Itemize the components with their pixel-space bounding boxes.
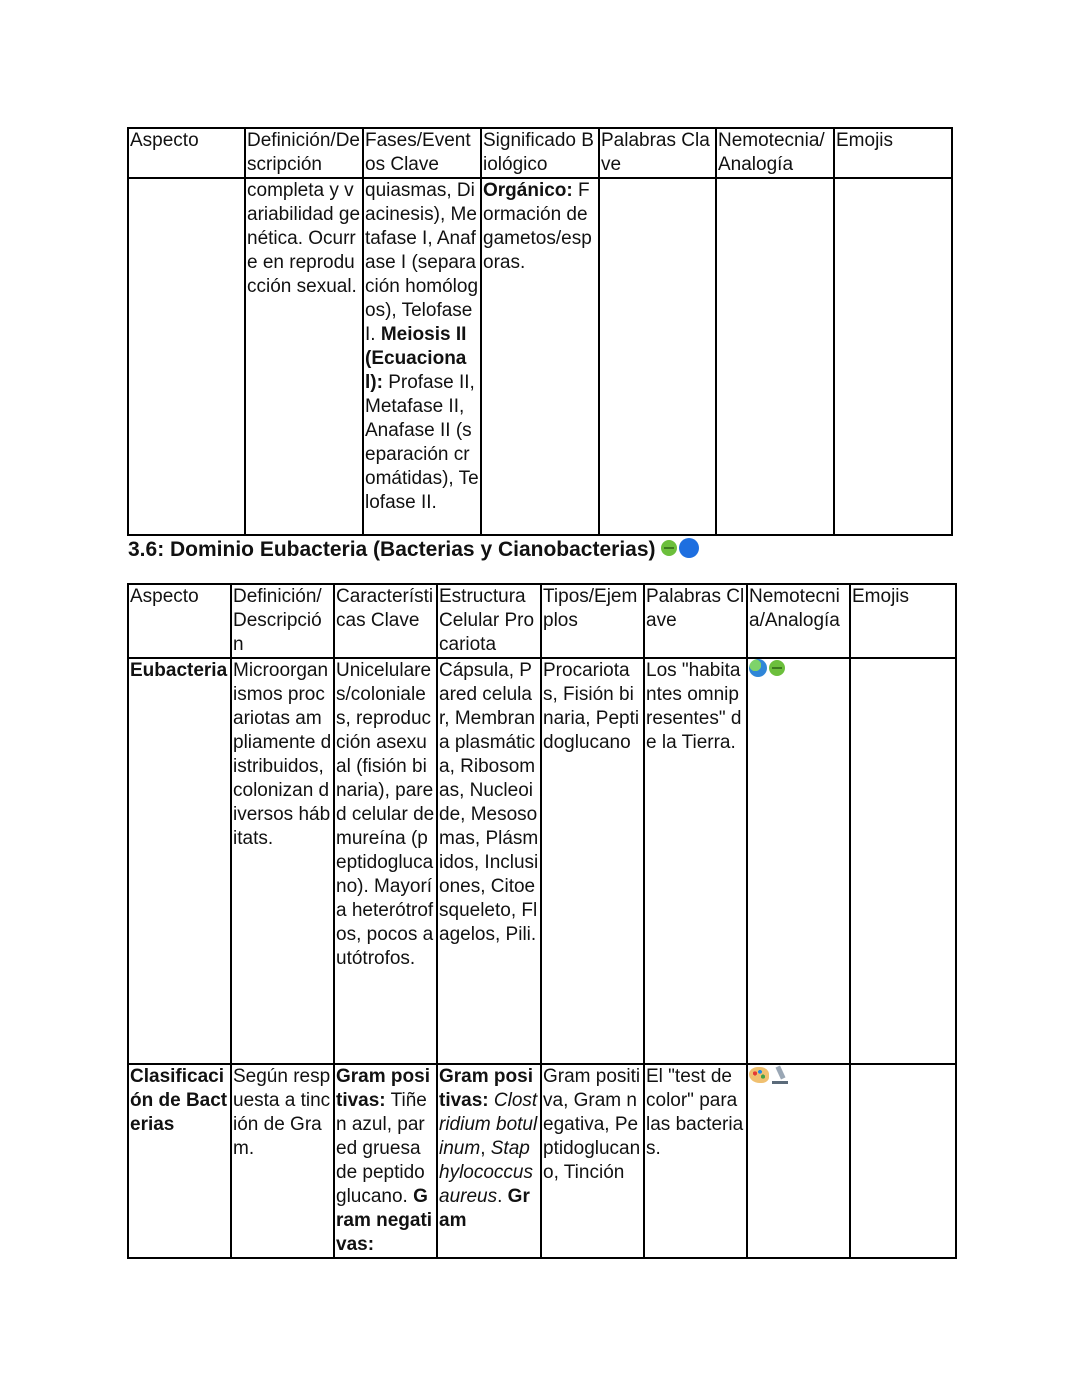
header-cell: Aspecto xyxy=(128,584,231,658)
header-cell: Palabras Clave xyxy=(599,128,716,178)
header-cell: Emojis xyxy=(850,584,956,658)
microscope-icon xyxy=(771,1065,789,1085)
structure-cell xyxy=(437,1064,541,1258)
header-cell: Palabras Clave xyxy=(644,584,747,658)
header-cell: Nemotecnia/Analogía xyxy=(747,584,850,658)
gram-positive-label: Gram positivas: xyxy=(439,1066,533,1111)
header-cell: Definición/ Descripción xyxy=(231,584,334,658)
header-cell: Emojis xyxy=(834,128,952,178)
table-header-row xyxy=(128,584,956,658)
header-cell: Aspecto xyxy=(128,128,245,178)
phases-cell xyxy=(363,178,481,535)
eubacteria-table xyxy=(127,583,957,1259)
definition-cell: completa y variabilidad genética. Ocurre en reproducción sexual. xyxy=(245,178,363,535)
mnemonic-cell xyxy=(747,658,850,1064)
gram-label: Gram xyxy=(439,1186,530,1231)
aspect-cell xyxy=(128,658,231,1064)
sentence-end: . xyxy=(497,1186,508,1207)
gram-positive-label: Gram positivas: xyxy=(336,1066,430,1111)
section-heading xyxy=(128,536,699,564)
aspect-label: Eubacteria xyxy=(130,660,228,681)
mnemonic-icons xyxy=(749,659,785,677)
emojis-cell xyxy=(850,1064,956,1258)
emojis-cell xyxy=(834,178,952,535)
section-heading-text: 3.6: Dominio Eubacteria (Bacterias y Cianobacterias) xyxy=(128,538,656,561)
header-cell: Significado Biológico xyxy=(481,128,599,178)
aspect-cell xyxy=(128,1064,231,1258)
phases-text-2: Profase II, Metafase II, Anafase II (separación cromátidas), Telofase II. xyxy=(365,372,479,513)
gram-negative-label: Gram negativas: xyxy=(336,1186,433,1255)
header-cell: Estructura Celular Procariota xyxy=(437,584,541,658)
heading-icons xyxy=(661,538,699,558)
palette-icon xyxy=(749,1067,769,1083)
structure-cell: Cápsula, Pared celular, Membrana plasmática, Ribosomas, Nucleoide, Mesosomas, Plásmidos, Inclusiones, Citoesqueleto, Flagelos, Pili. xyxy=(437,658,541,1064)
microbe-icon xyxy=(661,540,677,556)
separator: , xyxy=(480,1138,491,1159)
header-cell: Fases/Eventos Clave xyxy=(363,128,481,178)
significance-text: Formación de gametos/esporas. xyxy=(483,180,592,273)
globe-icon xyxy=(749,659,767,677)
header-cell: Nemotecnia/ Analogía xyxy=(716,128,834,178)
meiosis-table xyxy=(127,127,953,536)
species-name: Clostridium botulinum xyxy=(439,1090,538,1159)
table-row xyxy=(128,658,956,1064)
table-header-row xyxy=(128,128,952,178)
aspect-label: Clasificación de Bacterias xyxy=(130,1066,228,1135)
gram-positive-text: Tiñen azul, pared gruesa de peptidoglucano. xyxy=(336,1090,427,1207)
mnemonic-icons xyxy=(749,1065,789,1085)
table-row xyxy=(128,178,952,535)
mnemonic-cell xyxy=(716,178,834,535)
characteristics-cell: Unicelulares/coloniales, reproducción asexual (fisión binaria), pared celular de mureína (peptidoglucano). Mayoría heterótrofos, pocos autótrofos. xyxy=(334,658,437,1064)
aspect-cell xyxy=(128,178,245,535)
types-cell: Procariotas, Fisión binaria, Peptidoglucano xyxy=(541,658,644,1064)
table-row xyxy=(128,1064,956,1258)
keywords-cell: Los "habitantes omnipresentes" de la Tierra. xyxy=(644,658,747,1064)
header-cell: Tipos/Ejemplos xyxy=(541,584,644,658)
blue-circle-icon xyxy=(679,538,699,558)
characteristics-cell xyxy=(334,1064,437,1258)
definition-cell: Microorganismos procariotas ampliamente distribuidos, colonizan diversos hábitats. xyxy=(231,658,334,1064)
species-name: Staphylococcus aureus xyxy=(439,1138,533,1207)
header-cell: Definición/Descripción xyxy=(245,128,363,178)
mnemonic-cell xyxy=(747,1064,850,1258)
significance-label: Orgánico: xyxy=(483,180,573,201)
types-cell: Gram positiva, Gram negativa, Peptidoglucano, Tinción xyxy=(541,1064,644,1258)
keywords-cell: El "test de color" para las bacterias. xyxy=(644,1064,747,1258)
keywords-cell xyxy=(599,178,716,535)
meiosis-ii-label: Meiosis II (Ecuacional): xyxy=(365,324,467,393)
phases-text: quiasmas, Diacinesis), Metafase I, Anafase I (separación homólogos), Telofase I. xyxy=(365,180,479,345)
definition-cell: Según respuesta a tinción de Gram. xyxy=(231,1064,334,1258)
emojis-cell xyxy=(850,658,956,1064)
significance-cell xyxy=(481,178,599,535)
microbe-icon xyxy=(769,660,785,676)
header-cell: Características Clave xyxy=(334,584,437,658)
